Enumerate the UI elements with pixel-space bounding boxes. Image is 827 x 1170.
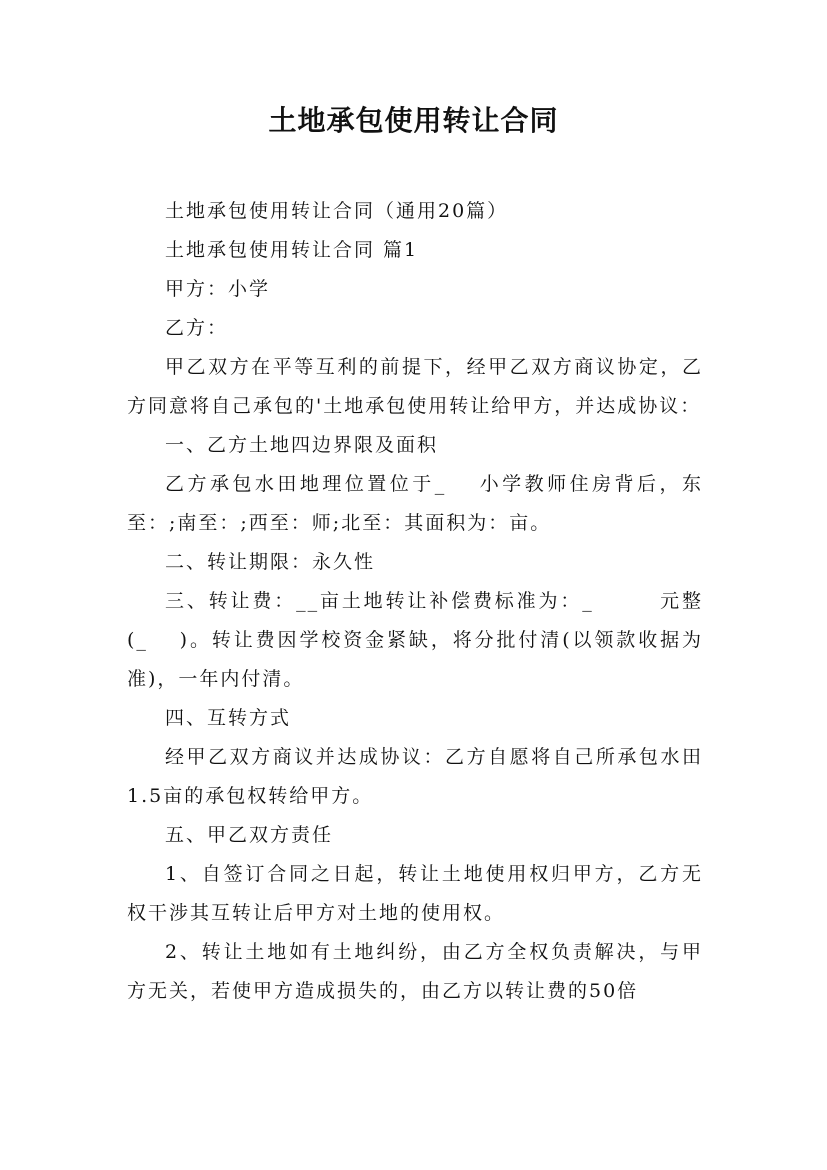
paragraph-section-heading: 土地承包使用转让合同 篇1 — [165, 239, 419, 261]
paragraph-preamble: 甲乙双方在平等互利的前提下，经甲乙双方商议协定，乙方同意将自己承包的'土地承包使用转让给甲方，并达成协议： — [127, 356, 703, 417]
paragraph-clause-5-item-2: 2、转让土地如有土地纠纷，由乙方全权负责解决，与甲方无关，若使甲方造成损失的，由乙方以转让费的50倍 — [127, 941, 703, 1002]
document-body — [127, 192, 703, 1011]
paragraph-clause-2: 二、转让期限：永久性 — [165, 551, 376, 573]
paragraph-clause-4-heading: 四、互转方式 — [165, 707, 292, 729]
paragraph-clause-5-item-1: 1、自签订合同之日起，转让土地使用权归甲方，乙方无权干涉其互转让后甲方对土地的使用权。 — [127, 863, 703, 924]
paragraph-party-a: 甲方：小学 — [165, 278, 271, 300]
paragraph-clause-3: 三、转让费：__亩土地转让补偿费标准为：_ 元整(_ )。转让费因学校资金紧缺，将分批付清(以领款收据为准)，一年内付清。 — [127, 590, 703, 690]
paragraph-clause-5-heading: 五、甲乙双方责任 — [165, 824, 334, 846]
paragraph-party-b: 乙方： — [165, 317, 229, 339]
paragraph-clause-1-heading: 一、乙方土地四边界限及面积 — [165, 434, 439, 456]
paragraph-subtitle: 土地承包使用转让合同（通用20篇） — [165, 200, 509, 222]
paragraph-clause-1-body: 乙方承包水田地理位置位于_ 小学教师住房背后，东至：;南至：;西至：师;北至：其面积为：亩。 — [127, 473, 703, 534]
paragraph-clause-4-body: 经甲乙双方商议并达成协议：乙方自愿将自己所承包水田1.5亩的承包权转给甲方。 — [127, 746, 703, 807]
document-title: 土地承包使用转让合同 — [268, 104, 559, 137]
